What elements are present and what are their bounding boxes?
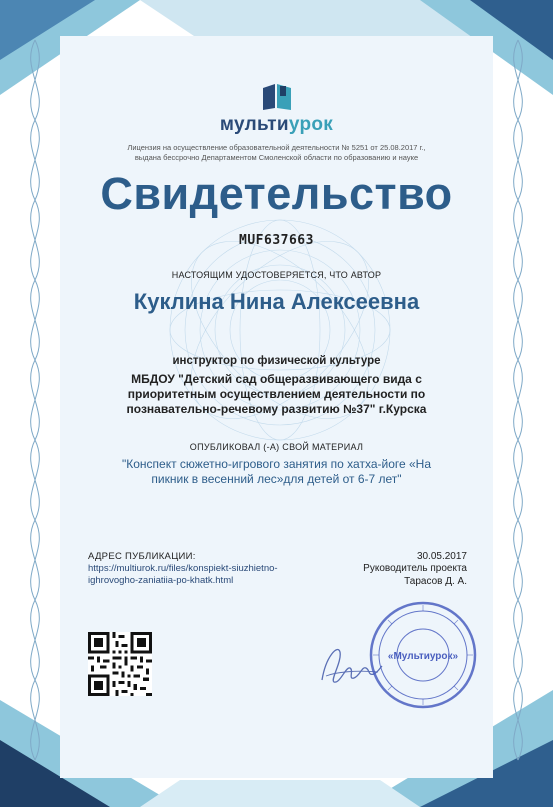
round-stamp-icon: [368, 600, 478, 710]
organization: [0, 372, 553, 417]
material-line: пикник в весенний лес»для детей от 6-7 лет": [151, 472, 402, 486]
stamp-text: «Мультиурок»: [387, 651, 459, 662]
brand-part-1: мульти: [219, 114, 289, 135]
material-line: "Конспект сюжетно-игрового занятия по хатха-йоге «На: [121, 457, 432, 471]
signatory-role: Руководитель проекта: [363, 563, 467, 574]
book-icon: [261, 82, 293, 112]
issue-date: 30.05.2017: [416, 551, 467, 562]
publication-link-line[interactable]: https://multiurok.ru/files/konspiekt-siuzhietno-: [88, 563, 278, 574]
brand-logo-text: [0, 114, 553, 136]
organization-line: МБДОУ "Детский сад общеразвивающего вида с: [131, 372, 422, 386]
certificate-code: MUF637663: [239, 233, 314, 248]
qr-code-icon[interactable]: [88, 632, 152, 696]
license-line: выдана бессрочно Департаментом Смоленской области по образованию и науке: [134, 153, 419, 162]
license-info: [0, 143, 553, 163]
material-title: [0, 457, 553, 487]
license-line: Лицензия на осуществление образовательной деятельности № 5251 от 25.08.2017 г.,: [127, 143, 426, 152]
signatory-name: Тарасов Д. А.: [404, 576, 467, 587]
publication-link-line[interactable]: ighrovogho-zaniatiia-po-khatk.html: [88, 575, 234, 586]
organization-line: приоритетным осуществлением деятельности по: [127, 387, 426, 401]
certify-statement: НАСТОЯЩИМ УДОСТОВЕРЯЕТСЯ, ЧТО АВТОР: [171, 270, 382, 280]
organization-line: познавательно-речевому развитию №37" г.Курска: [126, 402, 427, 416]
certificate-title: Свидетельство: [100, 168, 453, 219]
author-position: инструктор по физической культуре: [172, 355, 381, 367]
publication-link[interactable]: [88, 563, 288, 587]
brand-part-2: урок: [288, 114, 334, 135]
author-name: Куклина Нина Алексеевна: [133, 289, 420, 314]
address-label: АДРЕС ПУБЛИКАЦИИ:: [88, 551, 196, 562]
published-statement: ОПУБЛИКОВАЛ (-А) СВОЙ МАТЕРИАЛ: [189, 442, 364, 452]
